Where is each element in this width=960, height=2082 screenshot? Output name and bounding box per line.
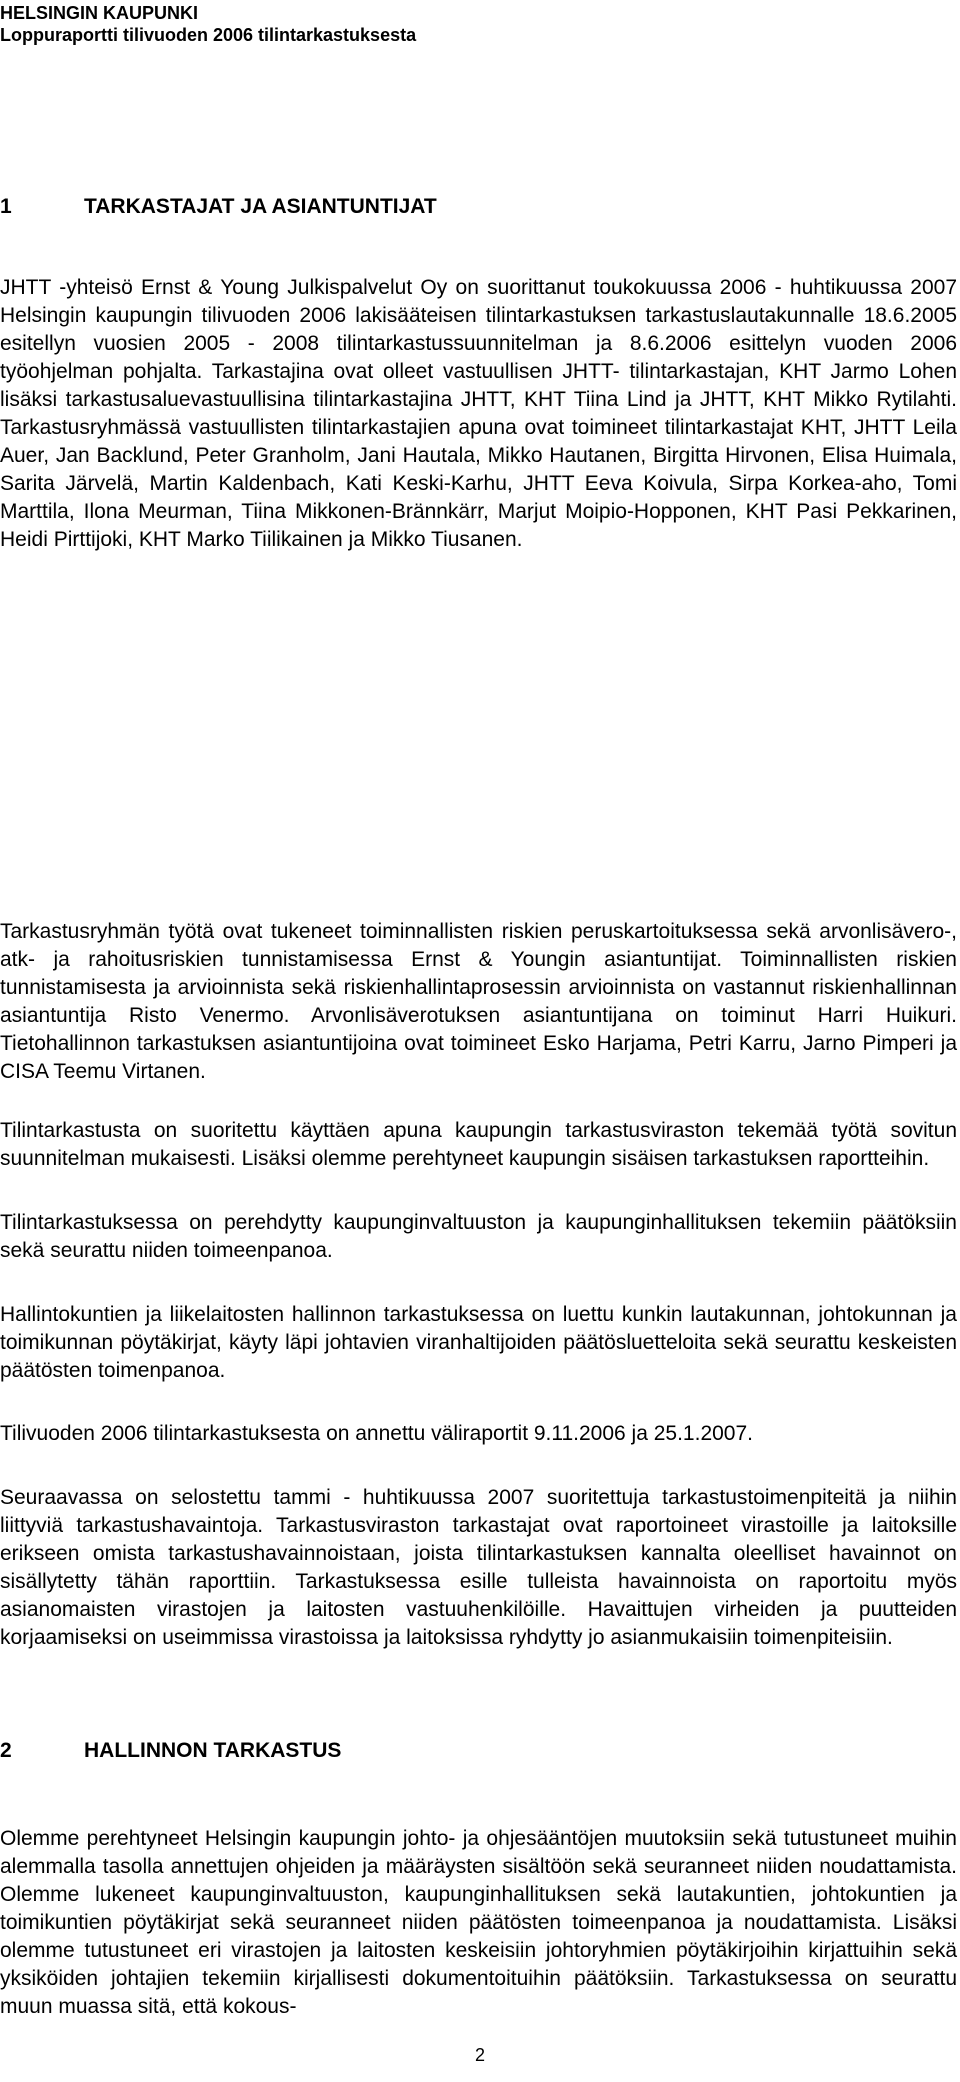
paragraph: JHTT -yhteisö Ernst & Young Julkispalvelut Oy on suorittanut toukokuussa 2006 - huhtikuussa 2007 Helsingin kaupungin tilivuoden 2006 lakisääteisen tilintarkastuksen tarkastuslautakunnalle 18.6.2005 esitellyn vuosien 2005 - 2008 tilintarkastussuunnitelman ja 8.6.2006 esittelyn vuoden 2006 työohjelman pohjalta. Tarkastajina ovat olleet vastuullisen JHTT- tilintarkastajan, KHT Jarmo Lohen lisäksi tarkastusaluevastuullisina tilintarkastajina JHTT, KHT Tiina Lind ja JHTT, KHT Mikko Rytilahti. Tarkastusryhmässä vastuullisten tilintarkastajien apuna ovat toimineet tilintarkastajat KHT, JHTT Leila Auer, Jan Backlund, Peter Granholm, Jani Hautala, Mikko Hautanen, Birgitta Hirvonen, Elisa Huimala, Sarita Järvelä, Martin Kaldenbach, Kati Keski-Karhu, JHTT Eeva Koivula, Sirpa Korkea-aho, Tomi Marttila, Ilona Meurman, Tiina Mikkonen-Brännkärr, Marjut Moipio-Hopponen, KHT Pasi Pekkarinen, Heidi Pirttijoki, KHT Marko Tiilikainen ja Mikko Tiusanen.	[0, 276, 957, 551]
paragraph: Hallintokuntien ja liikelaitosten hallinnon tarkastuksessa on luettu kunkin lautakunnan, johtokunnan ja toimikunnan pöytäkirjat, käyty läpi johtavien viranhaltijoiden päätösluetteloita sekä seurattu keskeisten päätösten toimenpanoa.	[0, 1303, 957, 1382]
section-heading-1	[0, 194, 437, 220]
header-report-title: Loppuraportti tilivuoden 2006 tilintarkastuksesta	[0, 25, 417, 45]
paragraph: Tilivuoden 2006 tilintarkastuksesta on annettu väliraportit 9.11.2006 ja 25.1.2007.	[0, 1422, 753, 1445]
paragraph: Seuraavassa on selostettu tammi - huhtikuussa 2007 suoritettuja tarkastustoimenpiteitä ja niihin liittyviä tarkastushavaintoja. Tarkastusviraston tarkastajat ovat raportoineet virastoille ja laitoksille erikseen omista tarkastushavainnoistaan, joista tilintarkastuksen kannalta oleelliset havainnot on sisällytetty tähän raporttiin. Tarkastuksessa esille tulleista havainnoista on raportoitu myös asianomaisten virastojen ja laitosten vastuuhenkilöille. Havaittujen virheiden ja puutteiden korjaamiseksi on useimmissa virastoissa ja laitoksissa ryhdytty jo asianmukaisiin toimenpiteisiin.	[0, 1486, 957, 1649]
section-title: TARKASTAJAT JA ASIANTUNTIJAT	[84, 195, 437, 218]
section-number: 1	[0, 195, 12, 218]
paragraph: Tilintarkastuksessa on perehdytty kaupunginvaltuuston ja kaupunginhallituksen tekemiin päätöksiin sekä seurattu niiden toimeenpanoa.	[0, 1211, 957, 1262]
paragraph: Olemme perehtyneet Helsingin kaupungin johto- ja ohjesääntöjen muutoksiin sekä tutustuneet muihin alemmalla tasolla annettujen ohjeiden ja määräysten sisältöön sekä seuranneet niiden noudattamista. Olemme lukeneet kaupunginvaltuuston, kaupunginhallituksen sekä lautakuntien, johtokuntien ja toimikuntien pöytäkirjat sekä seuranneet niiden päätösten toimeenpanoa ja noudattamista. Lisäksi olemme tutustuneet eri virastojen ja laitosten keskeisiin johtoryhmien pöytäkirjoihin kirjattuihin sekä yksiköiden johtajien tekemiin kirjallisesti dokumentoituihin päätöksiin. Tarkastuksessa on seurattu muun muassa sitä, että kokous-	[0, 1827, 957, 2018]
header-organization: HELSINGIN KAUPUNKI	[0, 3, 199, 23]
section-heading-2	[0, 1738, 341, 1764]
section-title: HALLINNON TARKASTUS	[84, 1739, 342, 1762]
section-number: 2	[0, 1739, 12, 1762]
page-number: 2	[474, 2045, 485, 2065]
paragraph: Tilintarkastusta on suoritettu käyttäen apuna kaupungin tarkastusviraston tekemää työtä sovitun suunnitelman mukaisesti. Lisäksi olemme perehtyneet kaupungin sisäisen tarkastuksen raportteihin.	[0, 1119, 957, 1170]
paragraph: Tarkastusryhmän työtä ovat tukeneet toiminnallisten riskien peruskartoituksessa sekä arvonlisävero-, atk- ja rahoitusriskien tunnistamisessa Ernst & Youngin asiantuntijat. Toiminnallisten riskien tunnistamisesta ja arvioinnista sekä riskienhallintaprosessin arvioinnista on vastannut riskienhallinnan asiantuntija Risto Venermo. Arvonlisäverotuksen asiantuntijana on toiminut Harri Huikuri. Tietohallinnon tarkastuksen asiantuntijoina ovat toimineet Esko Harjama, Petri Karru, Jarno Pimperi ja CISA Teemu Virtanen.	[0, 920, 957, 1083]
document-header	[0, 2, 416, 46]
